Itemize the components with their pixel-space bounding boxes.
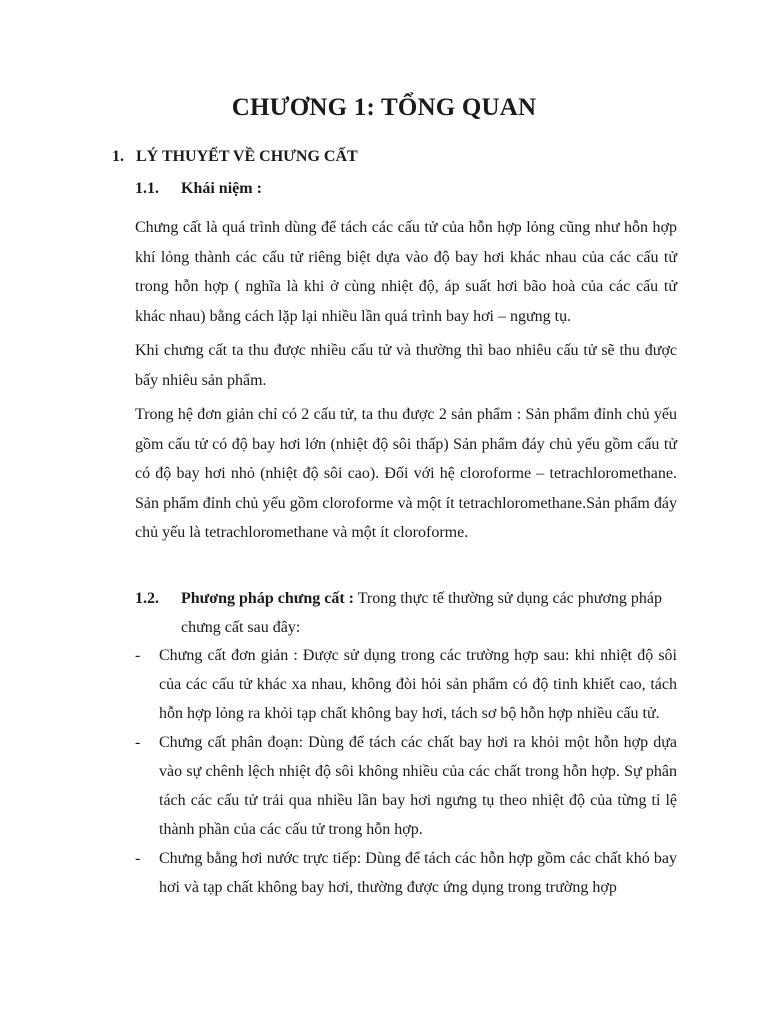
list-item	[135, 641, 677, 728]
bullet-dash: -	[135, 734, 141, 751]
section-title: Phương pháp chưng cất :	[181, 590, 354, 607]
section-title: LÝ THUYẾT VỀ CHƯNG CẤT	[136, 148, 358, 165]
paragraph-definition: Chưng cất là quá trình dùng để tách các cấu tử của hỗn hợp lỏng cũng như hỗn hợp khí lỏng thành các cấu tử riêng biệt dựa vào độ bay hơi khác nhau của các cấu tử trong hỗn hợp ( nghĩa là khi ở cùng nhiệt độ, áp suất hơi bão hoà của các cấu tử khác nhau) bằng cách lặp lại nhiều lần quá trình bay hơi – ngưng tụ.	[135, 219, 677, 325]
section-number: 1.1.	[135, 180, 159, 197]
section-intro-text: Trong thực tế thường sử dụng các phương pháp	[353, 590, 663, 607]
list-item	[135, 728, 677, 844]
list-item-text: Chưng cất đơn giản : Được sử dụng trong các trường hợp sau: khi nhiệt độ sôi của các cấu tử khác xa nhau, không đòi hỏi sản phẩm có độ tinh khiết cao, tách hỗn hợp lỏng ra khỏi tạp chất không bay hơi, tách sơ bộ hỗn hợp nhiều cấu tử.	[159, 647, 677, 722]
bullet-dash: -	[135, 850, 141, 867]
chapter-title: CHƯƠNG 1: TỔNG QUAN	[231, 94, 537, 121]
list-item-text: Chưng cất phân đoạn: Dùng để tách các chất bay hơi ra khỏi một hỗn hợp dựa vào sự chênh lệch nhiệt độ sôi không nhiều của các chất trong hỗn hợp. Sự phân tách các cấu tử trải qua nhiều lần bay hơi ngưng tụ theo nhiệt độ của từng tỉ lệ thành phần của các cấu tử trong hỗn hợp.	[159, 734, 677, 838]
list-item-text: Chưng bằng hơi nước trực tiếp: Dùng để tách các hỗn hợp gồm các chất khó bay hơi và tạp chất không bay hơi, thường được ứng dụng trong trường hợp	[159, 850, 677, 896]
paragraph-products: Khi chưng cất ta thu được nhiều cấu tử và thường thì bao nhiêu cấu tử sẽ thu được bấy nhiêu sản phẩm.	[135, 342, 677, 389]
section-intro-continuation: chưng cất sau đây:	[181, 619, 301, 636]
section-number: 1.2.	[135, 590, 159, 607]
section-1-1-heading	[135, 180, 262, 198]
section-1-heading	[112, 148, 358, 166]
section-title: Khái niệm :	[181, 180, 262, 197]
bullet-dash: -	[135, 647, 141, 664]
section-number: 1.	[112, 148, 124, 165]
section-1-2-heading	[135, 584, 677, 642]
paragraph-binary-system: Trong hệ đơn giản chỉ có 2 cấu tử, ta thu được 2 sản phẩm : Sản phẩm đỉnh chủ yếu gồm cấu tử có độ bay hơi lớn (nhiệt độ sôi thấp) Sản phẩm đáy chủ yếu gồm cấu tử có độ bay hơi nhỏ (nhiệt độ sôi cao). Đối với hệ cloroforme – tetrachloromethane. Sản phẩm đỉnh chủ yếu gồm cloroforme và một ít tetrachloromethane.Sản phẩm đáy chủ yếu là tetrachloromethane và một ít cloroforme.	[135, 406, 677, 541]
list-item	[135, 844, 677, 902]
